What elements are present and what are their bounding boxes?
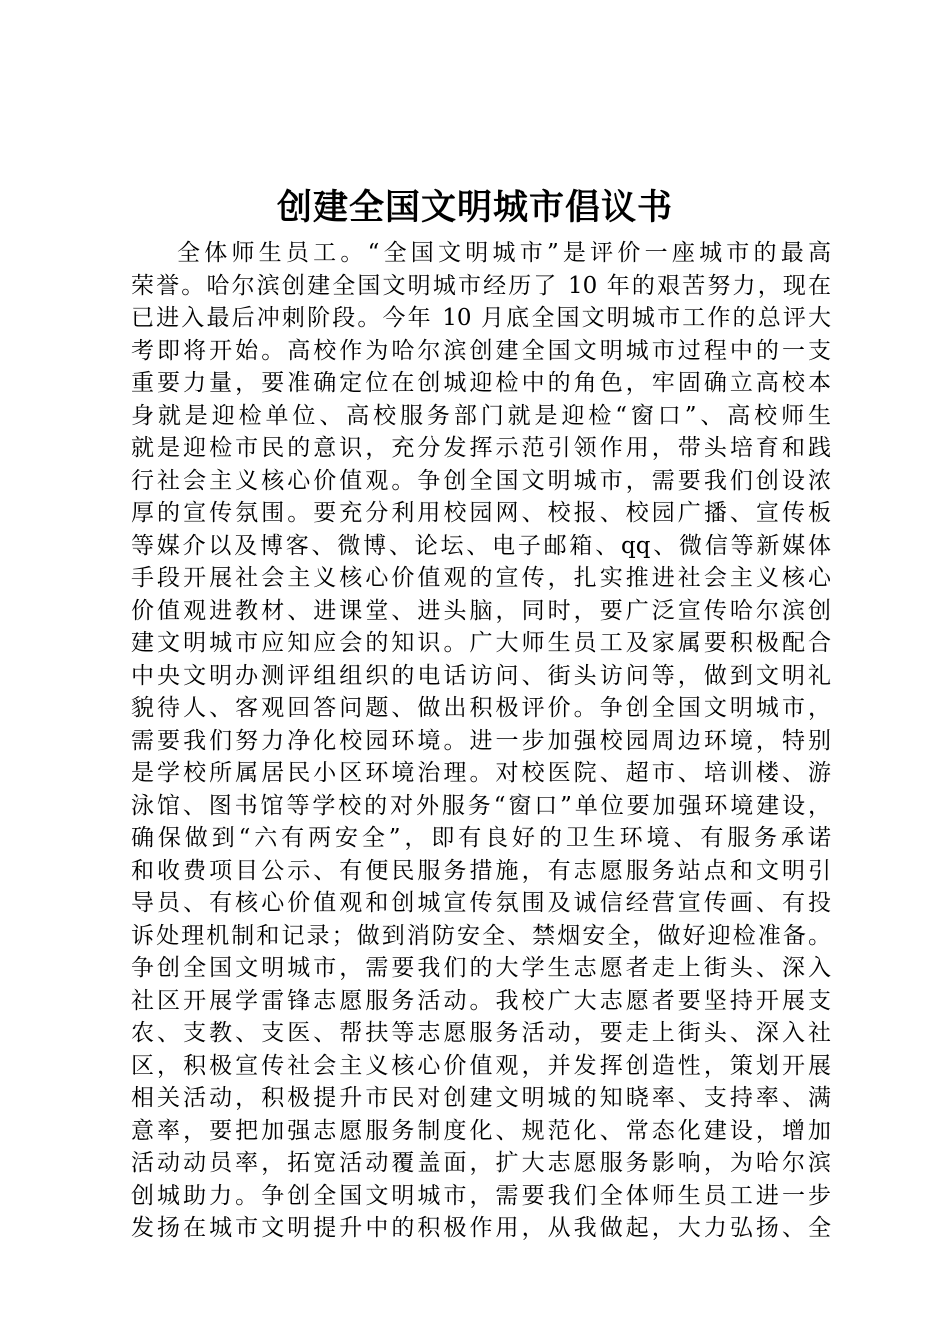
body-line: 全体师生员工。“全国文明城市”是评价一座城市的最高 xyxy=(177,240,831,266)
body-line: 已进入最后冲刺阶段。今年 10 月底全国文明城市工作的总评大 xyxy=(131,305,831,331)
document-body xyxy=(131,237,831,1245)
body-line: 争创全国文明城市，需要我们的大学生志愿者走上街头、深入 xyxy=(131,955,831,981)
body-line: 区，积极宣传社会主义核心价值观，并发挥创造性，策划开展 xyxy=(131,1052,831,1079)
body-line: 确保做到“六有两安全”，即有良好的卫生环境、有服务承诺 xyxy=(131,825,831,851)
body-line: 农、支教、支医、帮扶等志愿服务活动，要走上街头、深入社 xyxy=(131,1020,831,1046)
body-line: 荣誉。哈尔滨创建全国文明城市经历了 10 年的艰苦努力，现在 xyxy=(131,272,831,299)
body-line: 导员、有核心价值观和创城宣传氛围及诚信经营宣传画、有投 xyxy=(131,890,831,916)
body-line: 需要我们努力净化校园环境。进一步加强校园周边环境，特别 xyxy=(131,727,831,754)
body-line: 中央文明办测评组组织的电话访问、街头访问等，做到文明礼 xyxy=(131,662,831,689)
body-line: 建文明城市应知应会的知识。广大师生员工及家属要积极配合 xyxy=(131,630,831,656)
body-line: 发扬在城市文明提升中的积极作用，从我做起，大力弘扬、全 xyxy=(131,1215,831,1241)
body-line: 重要力量，要准确定位在创城迎检中的角色，牢固确立高校本 xyxy=(131,370,831,396)
body-line: 手段开展社会主义核心价值观的宣传，扎实推进社会主义核心 xyxy=(131,565,831,591)
body-line: 社区开展学雷锋志愿服务活动。我校广大志愿者要坚持开展支 xyxy=(131,987,831,1014)
body-line: 意率，要把加强志愿服务制度化、规范化、常态化建设，增加 xyxy=(131,1117,831,1144)
body-line: 创城助力。争创全国文明城市，需要我们全体师生员工进一步 xyxy=(131,1182,831,1209)
body-line: 厚的宣传氛围。要充分利用校园网、校报、校园广播、宣传板 xyxy=(131,500,831,526)
body-line: 价值观进教材、进课堂、进头脑，同时，要广泛宣传哈尔滨创 xyxy=(131,597,831,624)
body-line: 泳馆、图书馆等学校的对外服务“窗口”单位要加强环境建设， xyxy=(131,792,831,819)
body-line: 等媒介以及博客、微博、论坛、电子邮箱、qq、微信等新媒体 xyxy=(131,532,831,559)
body-line: 就是迎检市民的意识，充分发挥示范引领作用，带头培育和践 xyxy=(131,435,831,461)
body-line: 貌待人、客观回答问题、做出积极评价。争创全国文明城市， xyxy=(131,695,831,721)
body-line: 诉处理机制和记录；做到消防安全、禁烟安全，做好迎检准备。 xyxy=(131,922,831,949)
body-line: 是学校所属居民小区环境治理。对校医院、超市、培训楼、游 xyxy=(131,760,831,786)
document-title: 创建全国文明城市倡议书 xyxy=(276,188,673,228)
body-line: 相关活动，积极提升市民对创建文明城的知晓率、支持率、满 xyxy=(131,1085,831,1111)
body-line: 和收费项目公示、有便民服务措施，有志愿服务站点和文明引 xyxy=(131,857,831,884)
body-line: 考即将开始。高校作为哈尔滨创建全国文明城市过程中的一支 xyxy=(131,337,831,364)
body-line: 身就是迎检单位、高校服务部门就是迎检“窗口”、高校师生 xyxy=(131,402,831,429)
body-line: 活动动员率，拓宽活动覆盖面，扩大志愿服务影响，为哈尔滨 xyxy=(131,1150,831,1176)
body-line: 行社会主义核心价值观。争创全国文明城市，需要我们创设浓 xyxy=(131,467,831,494)
